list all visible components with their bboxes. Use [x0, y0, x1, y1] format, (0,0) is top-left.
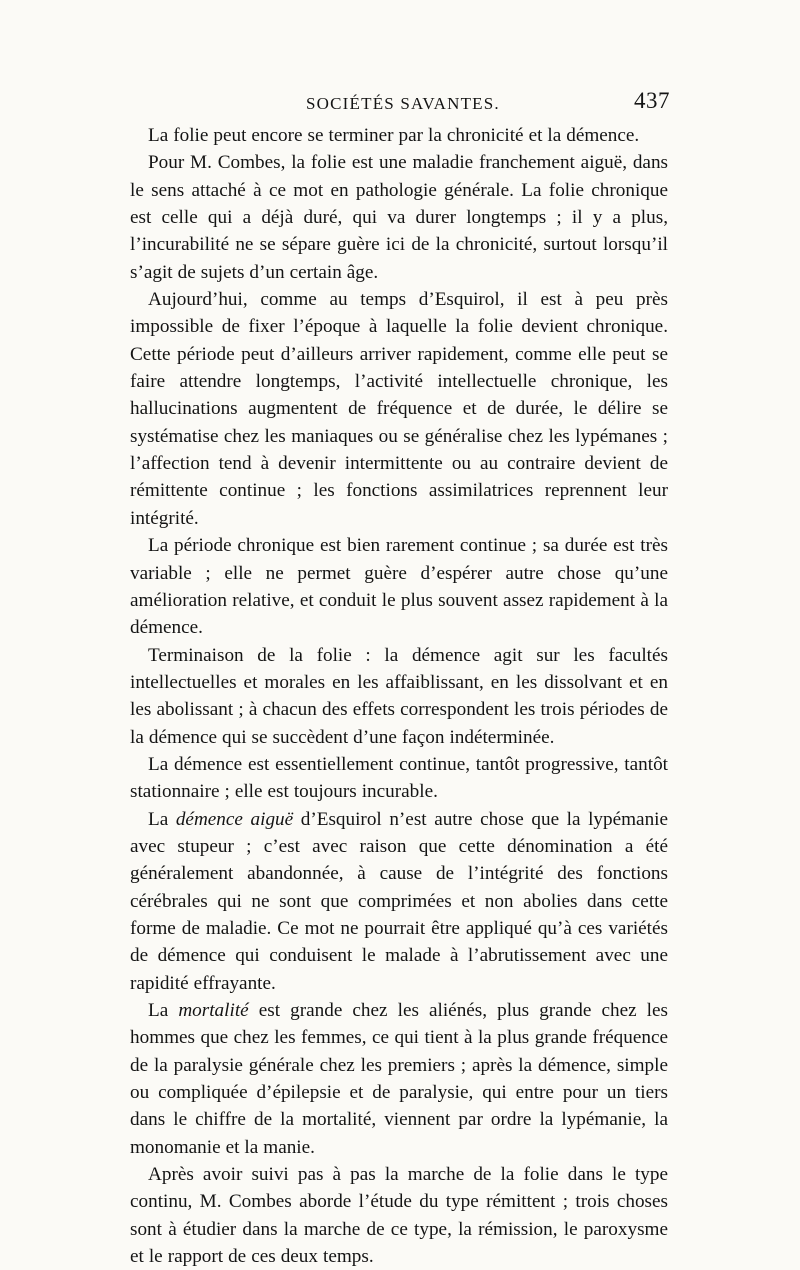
acute-dementia-italic: démence aiguë	[175, 808, 294, 830]
paragraph-chronic-period: La période chronique est bien rarement continue ; sa durée est très variable ; elle ne permet guère d’espérer autre chose qu’une amélioration relative, et conduit le plus souvent assez rapidement à la démence.	[130, 535, 668, 639]
paragraph-termination: La folie peut encore se terminer par la chronicité et la démence.	[148, 125, 640, 146]
paragraph-acute-dementia-text: d’Esquirol n’est autre chose que la lypémanie avec stupeur ; c’est avec raison que cette dénomination a été généralement abandonnée, à cause de l’intégrité des fonctions cérébrales qui ne sont que comprimées et non abolies dans cette forme de maladie. Ce mot ne pourrait être appliqué qu’à ces variétés de démence qui conduisent le malade à l’abrutissement avec une rapidité effrayante.	[130, 808, 669, 994]
paragraph-mortality	[130, 997, 668, 1161]
paragraph-esquirol-period: Aujourd’hui, comme au temps d’Esquirol, il est à peu près impossible de fixer l’époque à laquelle la folie devient chronique. Cette période peut d’ailleurs arriver rapidement, comme elle peut se faire attendre longtemps, l’activité intellectuelle chronique, les hallucinations augmentent de fréquence et de durée, le délire se systématise chez les maniaques ou se généralise chez les lypémanes ; l’affection tend à devenir intermittente ou au contraire devient de rémittente continue ; les fonctions assimilatrices reprennent leur intégrité.	[130, 289, 668, 529]
paragraph-acute-dementia	[130, 806, 668, 997]
paragraph-dementia-termination: Terminaison de la folie : la démence agit sur les facultés intellectuelles et morales en les affaiblissant, en les dissolvant et en les abolissant ; à chacun des effets correspondent les trois périodes de la démence qui se succèdent d’une façon indéterminée.	[130, 644, 668, 748]
running-title: SOCIÉTÉS SAVANTES.	[306, 94, 500, 113]
paragraph-mortality-lead: La	[148, 1000, 179, 1021]
mortality-italic: mortalité	[178, 1000, 249, 1021]
paragraph-dementia-continuous: La démence est essentiellement continue, tantôt progressive, tantôt stationnaire ; elle est toujours incurable.	[130, 753, 668, 803]
paragraph-combes-definition: Pour M. Combes, la folie est une maladie franchement aiguë, dans le sens attaché à ce mot en pathologie générale. La folie chronique est celle qui a déjà duré, qui va durer longtemps ; il y a plus, l’incurabilité ne se sépare guère ici de la chronicité, surtout lorsqu’il s’agit de sujets d’un certain âge.	[130, 152, 668, 283]
paragraph-remittent-type: Après avoir suivi pas à pas la marche de la folie dans le type continu, M. Combes aborde l’étude du type rémittent ; trois choses sont à étudier dans la marche de ce type, la rémission, le paroxysme et le rapport de ces deux temps.	[130, 1164, 668, 1268]
page-number: 437	[634, 88, 670, 113]
paragraph-mortality-text: est grande chez les aliénés, plus grande chez les hommes que chez les femmes, ce qui tient à la plus grande fréquence de la paralysie générale chez les premiers ; après la démence, simple ou compliquée d’épilepsie et de paralysie, qui entre pour un tiers dans le chiffre de la mortalité, viennent par ordre la lypémanie, la monomanie et la manie.	[130, 1000, 668, 1158]
paragraph-acute-dementia-lead: La	[148, 808, 176, 830]
running-header	[130, 86, 668, 122]
article-body	[130, 122, 668, 1270]
